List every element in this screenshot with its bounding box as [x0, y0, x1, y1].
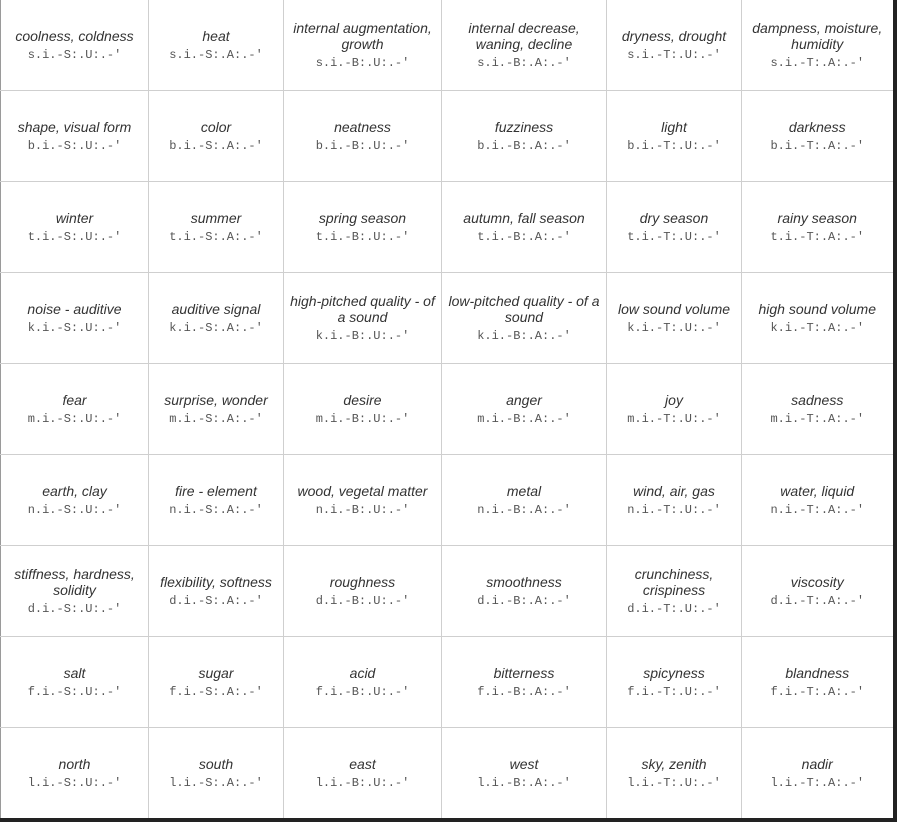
term-meaning: joy: [665, 391, 683, 408]
term-meaning: summer: [190, 209, 242, 226]
term-code: s.i.-T:.U:.-': [627, 47, 721, 62]
term-code: d.i.-T:.U:.-': [627, 601, 721, 616]
term-code: n.i.-S:.U:.-': [27, 502, 122, 517]
term-code: m.i.-T:.U:.-': [627, 411, 721, 426]
term-code: t.i.-S:.U:.-': [27, 229, 122, 244]
term-code: l.i.-T:.U:.-': [627, 775, 721, 790]
term-meaning: fear: [62, 391, 87, 408]
term-meaning: darkness: [788, 118, 846, 135]
term-cell: [742, 182, 895, 273]
term-meaning: auditive signal: [171, 300, 261, 317]
term-cell: [607, 728, 742, 821]
term-code: t.i.-B:.A:.-': [477, 229, 571, 244]
term-cell: [149, 364, 284, 455]
term-meaning: salt: [63, 664, 86, 681]
term-meaning: high-pitched quality - of a sound: [290, 292, 435, 325]
term-cell: [1, 273, 149, 364]
term-cell: [149, 91, 284, 182]
term-meaning: low-pitched quality - of a sound: [448, 292, 600, 325]
term-meaning: metal: [506, 482, 542, 499]
term-code: t.i.-T:.U:.-': [627, 229, 721, 244]
term-cell: [442, 637, 607, 728]
term-code: n.i.-T:.U:.-': [627, 502, 721, 517]
term-meaning: west: [509, 755, 539, 772]
term-cell: [742, 455, 895, 546]
term-code: n.i.-T:.A:.-': [770, 502, 865, 517]
term-code: b.i.-T:.U:.-': [627, 138, 721, 153]
term-cell: [1, 0, 149, 91]
term-code: b.i.-B:.A:.-': [477, 138, 571, 153]
term-cell: [607, 91, 742, 182]
term-code: k.i.-T:.A:.-': [770, 320, 865, 335]
term-cell: [149, 0, 284, 91]
term-cell: [284, 182, 442, 273]
term-cell: [149, 182, 284, 273]
term-meaning: winter: [55, 209, 94, 226]
term-cell: [442, 364, 607, 455]
term-cell: [742, 364, 895, 455]
term-cell: [149, 273, 284, 364]
term-cell: [742, 91, 895, 182]
table-body: [1, 0, 895, 820]
term-cell: [442, 182, 607, 273]
term-code: l.i.-S:.U:.-': [27, 775, 122, 790]
term-meaning: neatness: [334, 118, 391, 135]
term-meaning: north: [58, 755, 91, 772]
term-code: m.i.-T:.A:.-': [770, 411, 865, 426]
term-cell: [442, 546, 607, 637]
table-row: [1, 546, 895, 637]
term-cell: [442, 273, 607, 364]
term-cell: [149, 637, 284, 728]
term-cell: [284, 637, 442, 728]
term-meaning: fuzziness: [494, 118, 554, 135]
term-code: n.i.-B:.A:.-': [477, 502, 571, 517]
term-code: l.i.-S:.A:.-': [169, 775, 263, 790]
table-row: [1, 182, 895, 273]
term-meaning: acid: [349, 664, 376, 681]
term-meaning: fire - element: [175, 482, 257, 499]
term-cell: [607, 0, 742, 91]
term-meaning: low sound volume: [617, 300, 731, 317]
term-meaning: rainy season: [777, 209, 857, 226]
term-meaning: sky, zenith: [641, 755, 707, 772]
term-code: s.i.-B:.A:.-': [477, 55, 571, 70]
term-meaning: dampness, moisture, humidity: [752, 19, 883, 52]
term-meaning: coolness, coldness: [15, 27, 134, 44]
term-meaning: spicyness: [643, 664, 705, 681]
term-cell: [1, 91, 149, 182]
term-meaning: internal augmentation, growth: [293, 19, 432, 52]
term-code: k.i.-B:.A:.-': [477, 328, 571, 343]
term-code: f.i.-T:.A:.-': [770, 684, 865, 699]
term-meaning: dry season: [639, 209, 709, 226]
term-meaning: heat: [202, 27, 230, 44]
term-cell: [149, 546, 284, 637]
term-cell: [742, 546, 895, 637]
term-meaning: light: [661, 118, 687, 135]
term-cell: [1, 637, 149, 728]
term-code: t.i.-S:.A:.-': [169, 229, 263, 244]
term-meaning: south: [198, 755, 234, 772]
term-code: k.i.-T:.U:.-': [627, 320, 721, 335]
term-meaning: nadir: [801, 755, 833, 772]
term-meaning: surprise, wonder: [164, 391, 268, 408]
term-code: b.i.-B:.U:.-': [315, 138, 410, 153]
table-row: [1, 273, 895, 364]
term-meaning: shape, visual form: [17, 118, 132, 135]
term-meaning: internal decrease, waning, decline: [468, 19, 580, 52]
term-meaning: spring season: [318, 209, 407, 226]
term-code: k.i.-S:.U:.-': [27, 320, 122, 335]
term-code: d.i.-B:.U:.-': [315, 593, 410, 608]
term-cell: [1, 455, 149, 546]
term-code: k.i.-S:.A:.-': [169, 320, 263, 335]
term-code: f.i.-B:.A:.-': [477, 684, 571, 699]
term-cell: [284, 728, 442, 821]
term-code: m.i.-B:.A:.-': [477, 411, 571, 426]
term-cell: [607, 455, 742, 546]
term-code: s.i.-T:.A:.-': [770, 55, 865, 70]
term-code: f.i.-S:.U:.-': [27, 684, 122, 699]
term-meaning: wind, air, gas: [633, 482, 715, 499]
term-meaning: desire: [343, 391, 382, 408]
term-cell: [284, 0, 442, 91]
term-meaning: autumn, fall season: [463, 209, 585, 226]
term-meaning: dryness, drought: [621, 27, 727, 44]
term-cell: [284, 455, 442, 546]
term-cell: [442, 91, 607, 182]
term-meaning: blandness: [785, 664, 850, 681]
term-cell: [284, 273, 442, 364]
term-cell: [149, 728, 284, 821]
term-cell: [742, 637, 895, 728]
term-cell: [442, 455, 607, 546]
term-code: n.i.-S:.A:.-': [169, 502, 263, 517]
table-row: [1, 0, 895, 91]
term-code: l.i.-B:.U:.-': [315, 775, 410, 790]
term-cell: [442, 0, 607, 91]
table-row: [1, 728, 895, 821]
term-cell: [442, 728, 607, 821]
term-meaning: high sound volume: [758, 300, 877, 317]
term-cell: [284, 91, 442, 182]
term-code: t.i.-B:.U:.-': [315, 229, 410, 244]
term-meaning: crunchiness, crispiness: [634, 565, 714, 598]
term-code: f.i.-T:.U:.-': [627, 684, 721, 699]
term-cell: [1, 546, 149, 637]
term-meaning: wood, vegetal matter: [297, 482, 428, 499]
term-code: d.i.-B:.A:.-': [477, 593, 571, 608]
term-cell: [742, 728, 895, 821]
term-cell: [284, 364, 442, 455]
term-code: s.i.-S:.U:.-': [27, 47, 122, 62]
term-meaning: smoothness: [486, 573, 562, 590]
term-cell: [149, 455, 284, 546]
term-meaning: viscosity: [790, 573, 844, 590]
term-code: k.i.-B:.U:.-': [315, 328, 410, 343]
term-meaning: anger: [506, 391, 542, 408]
table-row: [1, 364, 895, 455]
term-meaning: sadness: [791, 391, 844, 408]
term-cell: [1, 728, 149, 821]
term-code: m.i.-S:.A:.-': [169, 411, 263, 426]
term-code: d.i.-S:.U:.-': [27, 601, 122, 616]
term-meaning: roughness: [329, 573, 396, 590]
term-meaning: east: [349, 755, 376, 772]
term-code: d.i.-S:.A:.-': [169, 593, 263, 608]
term-code: b.i.-S:.U:.-': [27, 138, 122, 153]
term-code: t.i.-T:.A:.-': [770, 229, 865, 244]
term-code: s.i.-B:.U:.-': [315, 55, 410, 70]
term-cell: [742, 0, 895, 91]
term-cell: [607, 182, 742, 273]
term-code: b.i.-S:.A:.-': [169, 138, 263, 153]
term-code: d.i.-T:.A:.-': [770, 593, 865, 608]
term-meaning: stiffness, hardness, solidity: [14, 565, 135, 598]
term-cell: [607, 273, 742, 364]
table-row: [1, 91, 895, 182]
table-row: [1, 455, 895, 546]
term-cell: [607, 364, 742, 455]
term-code: l.i.-T:.A:.-': [770, 775, 865, 790]
term-code: l.i.-B:.A:.-': [477, 775, 571, 790]
term-cell: [284, 546, 442, 637]
term-code: n.i.-B:.U:.-': [315, 502, 410, 517]
term-meaning: flexibility, softness: [160, 573, 272, 590]
term-meaning: noise - auditive: [27, 300, 122, 317]
term-cell: [1, 182, 149, 273]
term-code: f.i.-B:.U:.-': [315, 684, 410, 699]
term-code: s.i.-S:.A:.-': [169, 47, 263, 62]
term-code: b.i.-T:.A:.-': [770, 138, 865, 153]
term-cell: [742, 273, 895, 364]
term-meaning: sugar: [198, 664, 234, 681]
term-cell: [1, 364, 149, 455]
term-cell: [607, 637, 742, 728]
term-cell: [607, 546, 742, 637]
table-row: [1, 637, 895, 728]
term-meaning: earth, clay: [42, 482, 107, 499]
term-code: m.i.-B:.U:.-': [315, 411, 410, 426]
term-code: m.i.-S:.U:.-': [27, 411, 122, 426]
term-meaning: water, liquid: [780, 482, 855, 499]
term-code: f.i.-S:.A:.-': [169, 684, 263, 699]
term-meaning: color: [200, 118, 232, 135]
term-meaning: bitterness: [493, 664, 555, 681]
